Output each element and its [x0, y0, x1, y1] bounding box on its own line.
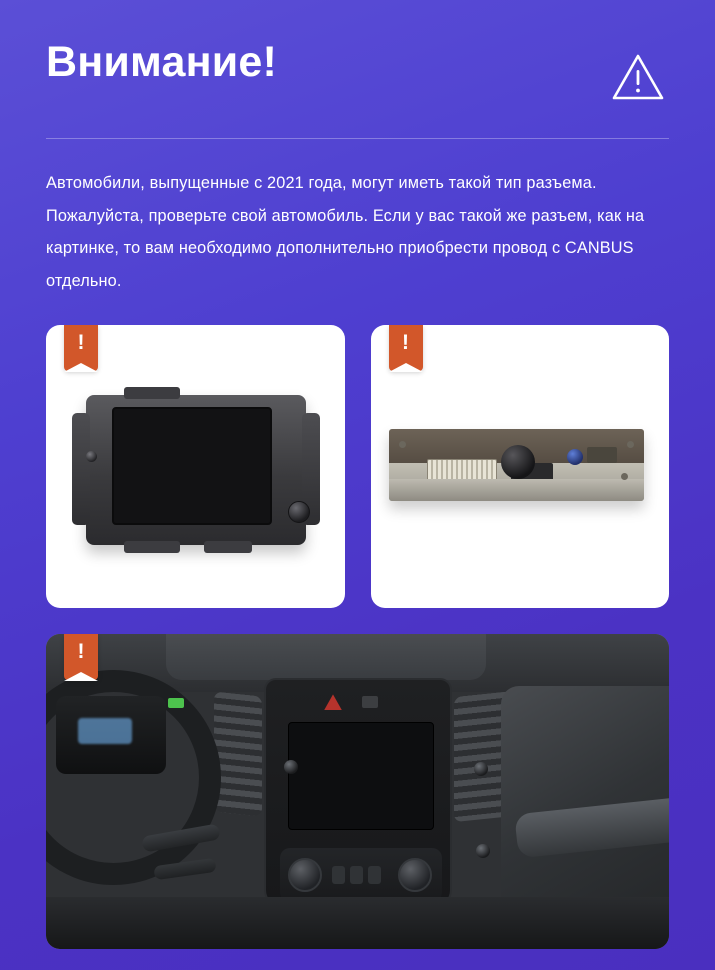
car-interior-dashboard-photo: [46, 634, 669, 949]
badge-label: !: [402, 331, 409, 355]
photo-card-head-unit-front: [46, 325, 345, 608]
exclamation-badge-icon: [389, 325, 423, 371]
photo-card-connector-board: [371, 325, 670, 608]
photo-cards-row: [46, 325, 669, 608]
photo-card-interior-wrapper: [46, 634, 669, 949]
badge-label: !: [77, 640, 85, 664]
page-title: Внимание!: [46, 38, 278, 86]
body-paragraph: Автомобили, выпущенные с 2021 года, могут иметь такой тип разъема. Пожалуйста, проверьте свой автомобиль. Если у вас такой же разъем, как на картинке, то вам необходимо дополнительно приобрести провод с CANBUS отдельно.: [46, 174, 645, 290]
header: [46, 40, 669, 102]
exclamation-badge-icon: [64, 325, 98, 371]
warning-triangle-icon: [611, 52, 665, 102]
header-divider: [46, 138, 669, 139]
exclamation-badge-icon: [64, 634, 98, 680]
photo-card-car-interior: [46, 634, 669, 949]
badge-label: !: [77, 331, 85, 355]
